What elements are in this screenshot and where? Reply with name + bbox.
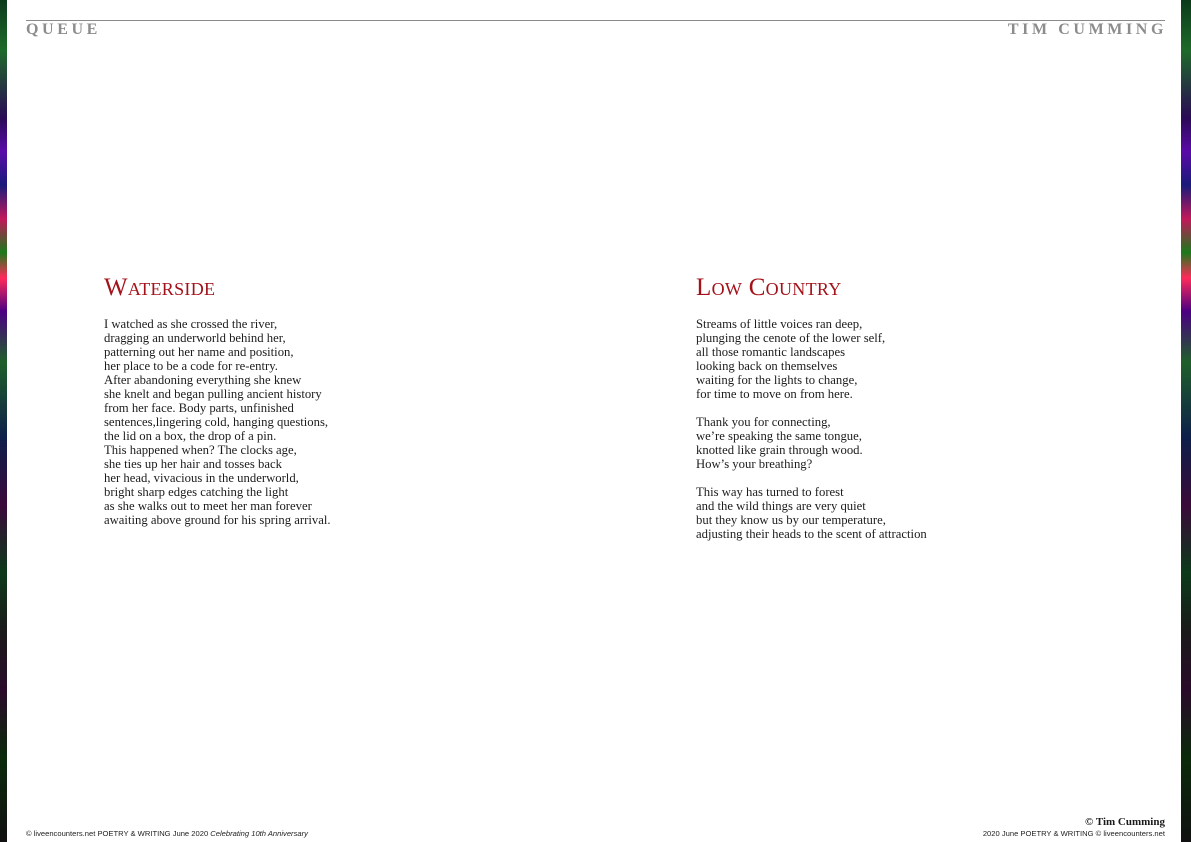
poem-line: as she walks out to meet her man forever xyxy=(104,499,312,513)
poem-line: looking back on themselves xyxy=(696,359,838,373)
poem-line: and the wild things are very quiet xyxy=(696,499,866,513)
right-decorative-edge xyxy=(1181,0,1191,842)
poem-line: her place to be a code for re-entry. xyxy=(104,359,278,373)
stanza xyxy=(696,317,1116,401)
footer-right: 2020 June POETRY & WRITING © liveencounters.net xyxy=(982,829,1165,838)
poem-line: I watched as she crossed the river, xyxy=(104,317,278,331)
poem-line: adjusting their heads to the scent of attraction xyxy=(696,527,927,541)
footer-left-italic: Celebrating 10th Anniversary xyxy=(210,829,308,838)
poem-line: for time to move on from here. xyxy=(696,387,853,401)
footer-left-main: © liveencounters.net POETRY & WRITING June 2020 xyxy=(26,829,211,838)
footer-left xyxy=(26,829,308,838)
poem-line: all those romantic landscapes xyxy=(696,345,846,359)
running-head-right: TIM CUMMING xyxy=(1007,21,1167,38)
author-copyright: © Tim Cumming xyxy=(1085,816,1165,828)
poem-line: How’s your breathing? xyxy=(696,457,813,471)
poem-line: patterning out her name and position, xyxy=(104,345,294,359)
poem-line: Thank you for connecting, xyxy=(696,415,831,429)
header-rule xyxy=(26,20,1165,21)
poem-line: This way has turned to forest xyxy=(696,485,844,499)
poem-line: bright sharp edges catching the light xyxy=(104,485,289,499)
poem-line: she ties up her hair and tosses back xyxy=(104,457,282,471)
poem-line: plunging the cenote of the lower self, xyxy=(696,331,886,345)
poem-line: waiting for the lights to change, xyxy=(696,373,858,387)
poem-line: This happened when? The clocks age, xyxy=(104,443,297,457)
poem-line: knotted like grain through wood. xyxy=(696,443,863,457)
poem-line: the lid on a box, the drop of a pin. xyxy=(104,429,277,443)
poem-title: Low Country xyxy=(696,274,842,301)
poem-line: sentences,lingering cold, hanging questions, xyxy=(104,415,329,429)
left-decorative-edge xyxy=(0,0,7,842)
poem-line: but they know us by our temperature, xyxy=(696,513,886,527)
poem-line: we’re speaking the same tongue, xyxy=(696,429,862,443)
poem-waterside xyxy=(104,274,524,541)
poem-line: After abandoning everything she knew xyxy=(104,373,302,387)
poem-line: awaiting above ground for his spring arrival. xyxy=(104,513,331,527)
poem-line: dragging an underworld behind her, xyxy=(104,331,286,345)
poem-title: Waterside xyxy=(104,274,216,301)
poem-line: she knelt and began pulling ancient history xyxy=(104,387,322,401)
poem-low-country xyxy=(696,274,1116,555)
poem-line: from her face. Body parts, unfinished xyxy=(104,401,294,415)
stanza xyxy=(696,485,1116,541)
poem-line: Streams of little voices ran deep, xyxy=(696,317,863,331)
poem-line: her head, vivacious in the underworld, xyxy=(104,471,299,485)
stanza xyxy=(696,415,1116,471)
running-head-left: QUEUE xyxy=(26,21,101,38)
stanza xyxy=(104,317,524,527)
